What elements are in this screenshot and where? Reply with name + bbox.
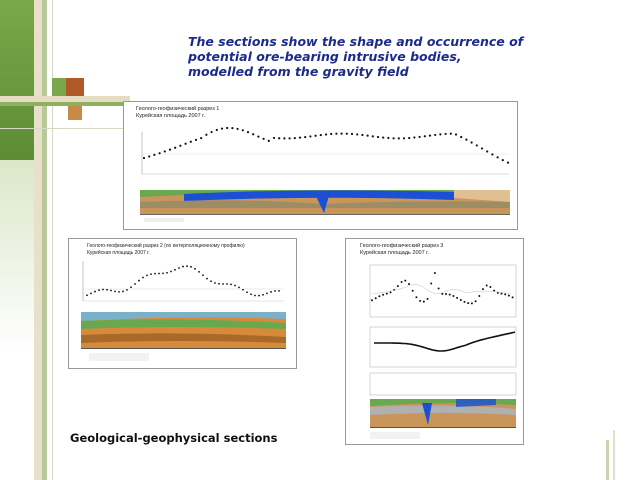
curve-point — [413, 136, 415, 138]
curve-point — [195, 139, 197, 141]
curve-point — [299, 137, 301, 139]
curve-point — [142, 277, 144, 279]
decor-brown-square — [66, 78, 84, 96]
curve-point — [122, 291, 124, 293]
curve-point — [427, 298, 429, 300]
curve-point — [148, 155, 150, 157]
section-2-title: Геолого-геофизический разрез 2 (по интерполяционному профилю) — [87, 243, 245, 249]
curve-point — [512, 296, 514, 298]
curve-point — [439, 133, 441, 135]
curve-point — [489, 286, 491, 288]
curve-point — [371, 299, 373, 301]
decor-vertical-band-2 — [42, 0, 47, 480]
curve-point — [205, 134, 207, 136]
curve-point — [356, 133, 358, 135]
curve-point — [456, 297, 458, 299]
curve-point — [478, 295, 480, 297]
decor-fade-strip — [0, 160, 34, 480]
curve-point — [216, 129, 218, 131]
curve-point — [118, 291, 120, 293]
curve-point — [309, 135, 311, 137]
curve-point — [274, 290, 276, 292]
section-2-figure — [69, 239, 296, 368]
curve-point — [460, 299, 462, 301]
section-3-panel — [345, 238, 524, 445]
curve-point — [158, 273, 160, 275]
curve-point — [159, 152, 161, 154]
curve-point — [346, 133, 348, 135]
curve-point — [106, 289, 108, 291]
curve-point — [166, 272, 168, 274]
curve-point — [278, 137, 280, 139]
curve-point — [408, 137, 410, 139]
curve-point — [438, 288, 440, 290]
curve-point — [387, 137, 389, 139]
curve-point — [230, 284, 232, 286]
curve-point — [110, 290, 112, 292]
section-1-panel — [123, 101, 518, 230]
curve-point — [455, 133, 457, 135]
curve-point — [174, 269, 176, 271]
curve-point — [445, 293, 447, 295]
curve-point — [403, 137, 405, 139]
curve-point — [226, 127, 228, 129]
curve-point — [429, 134, 431, 136]
curve-point — [502, 159, 504, 161]
curve-point — [266, 292, 268, 294]
decor-thin-line-2 — [0, 128, 130, 129]
curve-point — [452, 295, 454, 297]
curve-point — [404, 280, 406, 282]
curve-point — [450, 133, 452, 135]
curve-point — [475, 300, 477, 302]
curve-point — [508, 295, 510, 297]
curve-point — [238, 286, 240, 288]
curve-point — [198, 271, 200, 273]
curve-point — [226, 283, 228, 285]
curve-point — [211, 131, 213, 133]
curve-point — [102, 289, 104, 291]
curve-point — [222, 283, 224, 285]
curve-point — [169, 149, 171, 151]
section-3-subtitle: Курейская площадь 2007 г. — [360, 250, 430, 256]
curve-point — [304, 136, 306, 138]
curve-point — [150, 273, 152, 275]
section-2-subtitle: Курейская площадь 2007 г. — [87, 250, 150, 256]
curve-point — [294, 137, 296, 139]
curve-point — [467, 302, 469, 304]
curve-point — [486, 150, 488, 152]
curve-point — [153, 154, 155, 156]
curve-point — [330, 133, 332, 135]
curve-point — [471, 141, 473, 143]
section-3-gravity-curve — [371, 272, 514, 304]
curve-point — [497, 156, 499, 158]
curve-point — [214, 282, 216, 284]
curve-point — [434, 134, 436, 136]
curve-point — [504, 293, 506, 295]
section-1-figure — [124, 102, 517, 229]
curve-point — [237, 128, 239, 130]
decor-green-bar — [0, 0, 34, 160]
section-1-subtitle: Курейская площадь 2007 г. — [136, 113, 206, 119]
curve-point — [262, 294, 264, 296]
curve-point — [486, 284, 488, 286]
curve-point — [206, 278, 208, 280]
section-3-figure — [346, 239, 523, 444]
curve-point — [386, 293, 388, 295]
curve-point — [164, 150, 166, 152]
curve-point — [283, 137, 285, 139]
curve-point — [408, 283, 410, 285]
curve-point — [419, 300, 421, 302]
curve-point — [242, 129, 244, 131]
curve-point — [250, 293, 252, 295]
section-1-gravity-curve — [143, 127, 509, 164]
curve-point — [154, 273, 156, 275]
curve-point — [341, 133, 343, 135]
curve-point — [179, 145, 181, 147]
curve-point — [398, 137, 400, 139]
curve-point — [190, 266, 192, 268]
curve-point — [194, 268, 196, 270]
curve-point — [430, 282, 432, 284]
curve-point — [419, 136, 421, 138]
curve-point — [258, 295, 260, 297]
curve-point — [210, 280, 212, 282]
curve-point — [325, 133, 327, 135]
curve-point — [320, 134, 322, 136]
curve-point — [174, 147, 176, 149]
curve-point — [315, 135, 317, 137]
curve-point — [445, 133, 447, 135]
curve-point — [86, 294, 88, 296]
section-3-magnetic-curve — [374, 332, 515, 351]
curve-point — [242, 289, 244, 291]
curve-point — [289, 137, 291, 139]
curve-point — [397, 285, 399, 287]
curve-point — [415, 296, 417, 298]
curve-point — [146, 274, 148, 276]
curve-point — [246, 291, 248, 293]
curve-point — [200, 137, 202, 139]
curve-point — [273, 137, 275, 139]
curve-point — [401, 281, 403, 283]
curve-point — [378, 295, 380, 297]
curve-point — [393, 137, 395, 139]
curve-point — [449, 294, 451, 296]
curve-point — [278, 290, 280, 292]
curve-point — [270, 291, 272, 293]
curve-point — [471, 302, 473, 304]
curve-point — [412, 290, 414, 292]
curve-point — [98, 289, 100, 291]
curve-point — [234, 285, 236, 287]
curve-point — [190, 141, 192, 143]
curve-point — [424, 135, 426, 137]
curve-point — [361, 134, 363, 136]
curve-point — [372, 135, 374, 137]
curve-point — [90, 293, 92, 295]
curve-point — [335, 133, 337, 135]
curve-point — [252, 133, 254, 135]
curve-point — [423, 301, 425, 303]
curve-point — [263, 138, 265, 140]
curve-point — [382, 136, 384, 138]
curve-point — [254, 295, 256, 297]
curve-point — [390, 291, 392, 293]
curve-point — [170, 271, 172, 273]
section-2-gravity-curve — [86, 265, 280, 296]
curve-point — [491, 153, 493, 155]
slide-title: The sections show the shape and occurrence of potential ore-bearing intrusive bodies, modelled from the gravity field — [188, 34, 524, 79]
curve-point — [465, 139, 467, 141]
curve-point — [202, 274, 204, 276]
curve-point — [221, 127, 223, 129]
curve-point — [501, 293, 503, 295]
curve-point — [247, 131, 249, 133]
curve-point — [94, 291, 96, 293]
section-1-title: Геолого-геофизический разрез 1 — [136, 106, 220, 112]
decor-tan-square — [68, 106, 82, 120]
slide-caption: Geological-geophysical sections — [70, 431, 278, 445]
curve-point — [182, 266, 184, 268]
curve-point — [162, 272, 164, 274]
decor-thin-line — [52, 0, 53, 480]
curve-point — [185, 143, 187, 145]
curve-point — [481, 147, 483, 149]
curve-point — [460, 136, 462, 138]
curve-point — [377, 136, 379, 138]
decor-corner-line — [606, 440, 609, 480]
curve-point — [482, 288, 484, 290]
curve-point — [464, 301, 466, 303]
decor-corner-line-2 — [613, 430, 615, 480]
curve-point — [434, 272, 436, 274]
decor-horizontal-band-2 — [0, 102, 130, 106]
curve-point — [134, 283, 136, 285]
curve-point — [178, 267, 180, 269]
curve-point — [186, 265, 188, 267]
curve-point — [507, 162, 509, 164]
curve-point — [218, 283, 220, 285]
curve-point — [114, 291, 116, 293]
decor-green-square — [52, 78, 66, 96]
curve-point — [257, 135, 259, 137]
curve-point — [138, 280, 140, 282]
decor-vertical-band — [34, 0, 42, 480]
curve-point — [382, 294, 384, 296]
curve-point — [268, 140, 270, 142]
curve-point — [231, 127, 233, 129]
curve-point — [375, 297, 377, 299]
curve-point — [476, 144, 478, 146]
curve-point — [126, 289, 128, 291]
curve-point — [130, 286, 132, 288]
section-3-title: Геолого-геофизический разрез 3 — [360, 243, 444, 249]
section-2-panel — [68, 238, 297, 369]
curve-point — [351, 133, 353, 135]
curve-point — [367, 135, 369, 137]
curve-point — [143, 157, 145, 159]
